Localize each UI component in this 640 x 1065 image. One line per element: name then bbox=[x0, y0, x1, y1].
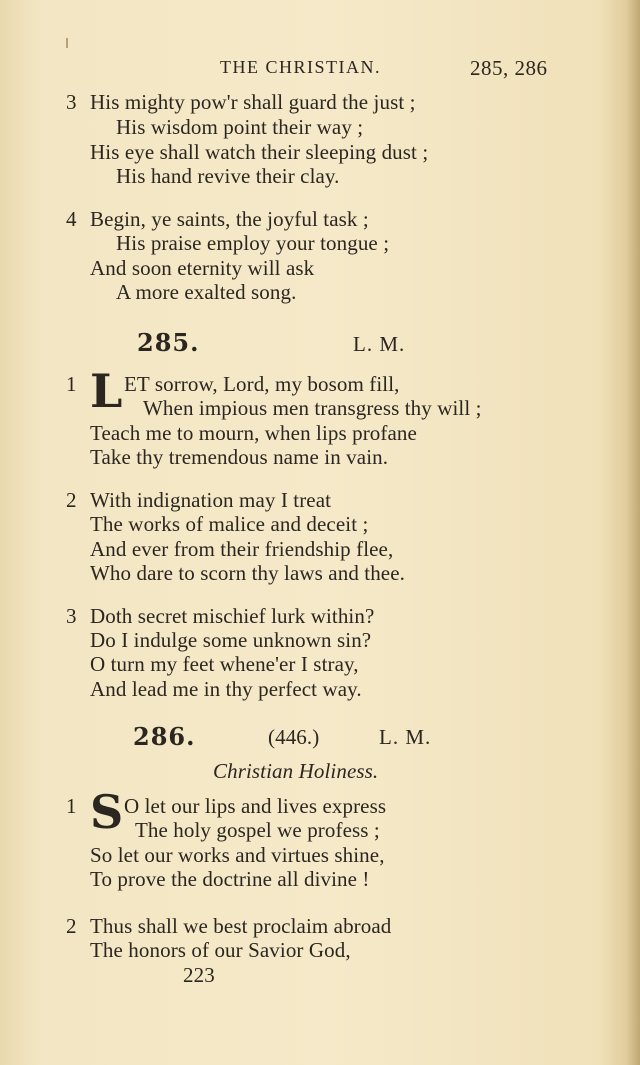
verse-line: To prove the doctrine all divine ! bbox=[90, 867, 370, 891]
running-header-page-numbers: 285, 286 bbox=[470, 56, 548, 80]
verse-line: Take thy tremendous name in vain. bbox=[90, 445, 389, 469]
page-mark bbox=[66, 38, 68, 48]
verse-line: His wisdom point their way ; bbox=[116, 115, 364, 139]
verse-line: ET sorrow, Lord, my bosom fill, bbox=[124, 372, 400, 396]
verse-line: Doth secret mischief lurk within? bbox=[90, 604, 375, 628]
verse-line: The honors of our Savior God, bbox=[90, 938, 351, 962]
hymn-subtitle: Christian Holiness. bbox=[213, 759, 379, 783]
verse-line: Begin, ye saints, the joyful task ; bbox=[90, 207, 369, 231]
verse-number: 4 bbox=[66, 207, 77, 231]
hymn-number: 285. bbox=[137, 328, 200, 357]
verse-line: His mighty pow'r shall guard the just ; bbox=[90, 90, 416, 114]
verse-line: And ever from their friendship flee, bbox=[90, 537, 394, 561]
verse-number: 1 bbox=[66, 372, 77, 396]
hymn-reference: (446.) bbox=[268, 725, 320, 749]
hymn-meter: L. M. bbox=[379, 725, 432, 749]
verse-line: A more exalted song. bbox=[116, 280, 297, 304]
verse-line: Do I indulge some unknown sin? bbox=[90, 628, 372, 652]
verse-line: So let our works and virtues shine, bbox=[90, 843, 385, 867]
verse-number: 1 bbox=[66, 794, 77, 818]
verse-line: His praise employ your tongue ; bbox=[116, 231, 390, 255]
page-number: 223 bbox=[183, 963, 215, 987]
verse-line: Who dare to scorn thy laws and thee. bbox=[90, 561, 406, 585]
verse-line: O turn my feet whene'er I stray, bbox=[90, 652, 359, 676]
verse-number: 2 bbox=[66, 488, 77, 512]
verse-line: With indignation may I treat bbox=[90, 488, 332, 512]
page-edge-shadow bbox=[626, 0, 640, 1065]
verse-line: His hand revive their clay. bbox=[116, 164, 340, 188]
drop-cap-letter: L bbox=[90, 364, 123, 418]
verse-line: When impious men transgress thy will ; bbox=[143, 396, 482, 420]
verse-line: And lead me in thy perfect way. bbox=[90, 677, 362, 701]
hymn-meter: L. M. bbox=[353, 332, 406, 356]
verse-line: His eye shall watch their sleeping dust ; bbox=[90, 140, 429, 164]
verse-line: O let our lips and lives express bbox=[124, 794, 387, 818]
verse-number: 3 bbox=[66, 604, 77, 628]
hymn-number: 286. bbox=[133, 722, 196, 751]
verse-line: Thus shall we best proclaim abroad bbox=[90, 914, 392, 938]
verse-number: 2 bbox=[66, 914, 77, 938]
running-header-title: THE CHRISTIAN. bbox=[220, 57, 381, 77]
verse-line: The holy gospel we profess ; bbox=[135, 818, 380, 842]
verse-number: 3 bbox=[66, 90, 77, 114]
verse-line: Teach me to mourn, when lips profane bbox=[90, 421, 417, 445]
verse-line: The works of malice and deceit ; bbox=[90, 512, 369, 536]
verse-line: And soon eternity will ask bbox=[90, 256, 315, 280]
drop-cap-letter: S bbox=[90, 785, 124, 839]
